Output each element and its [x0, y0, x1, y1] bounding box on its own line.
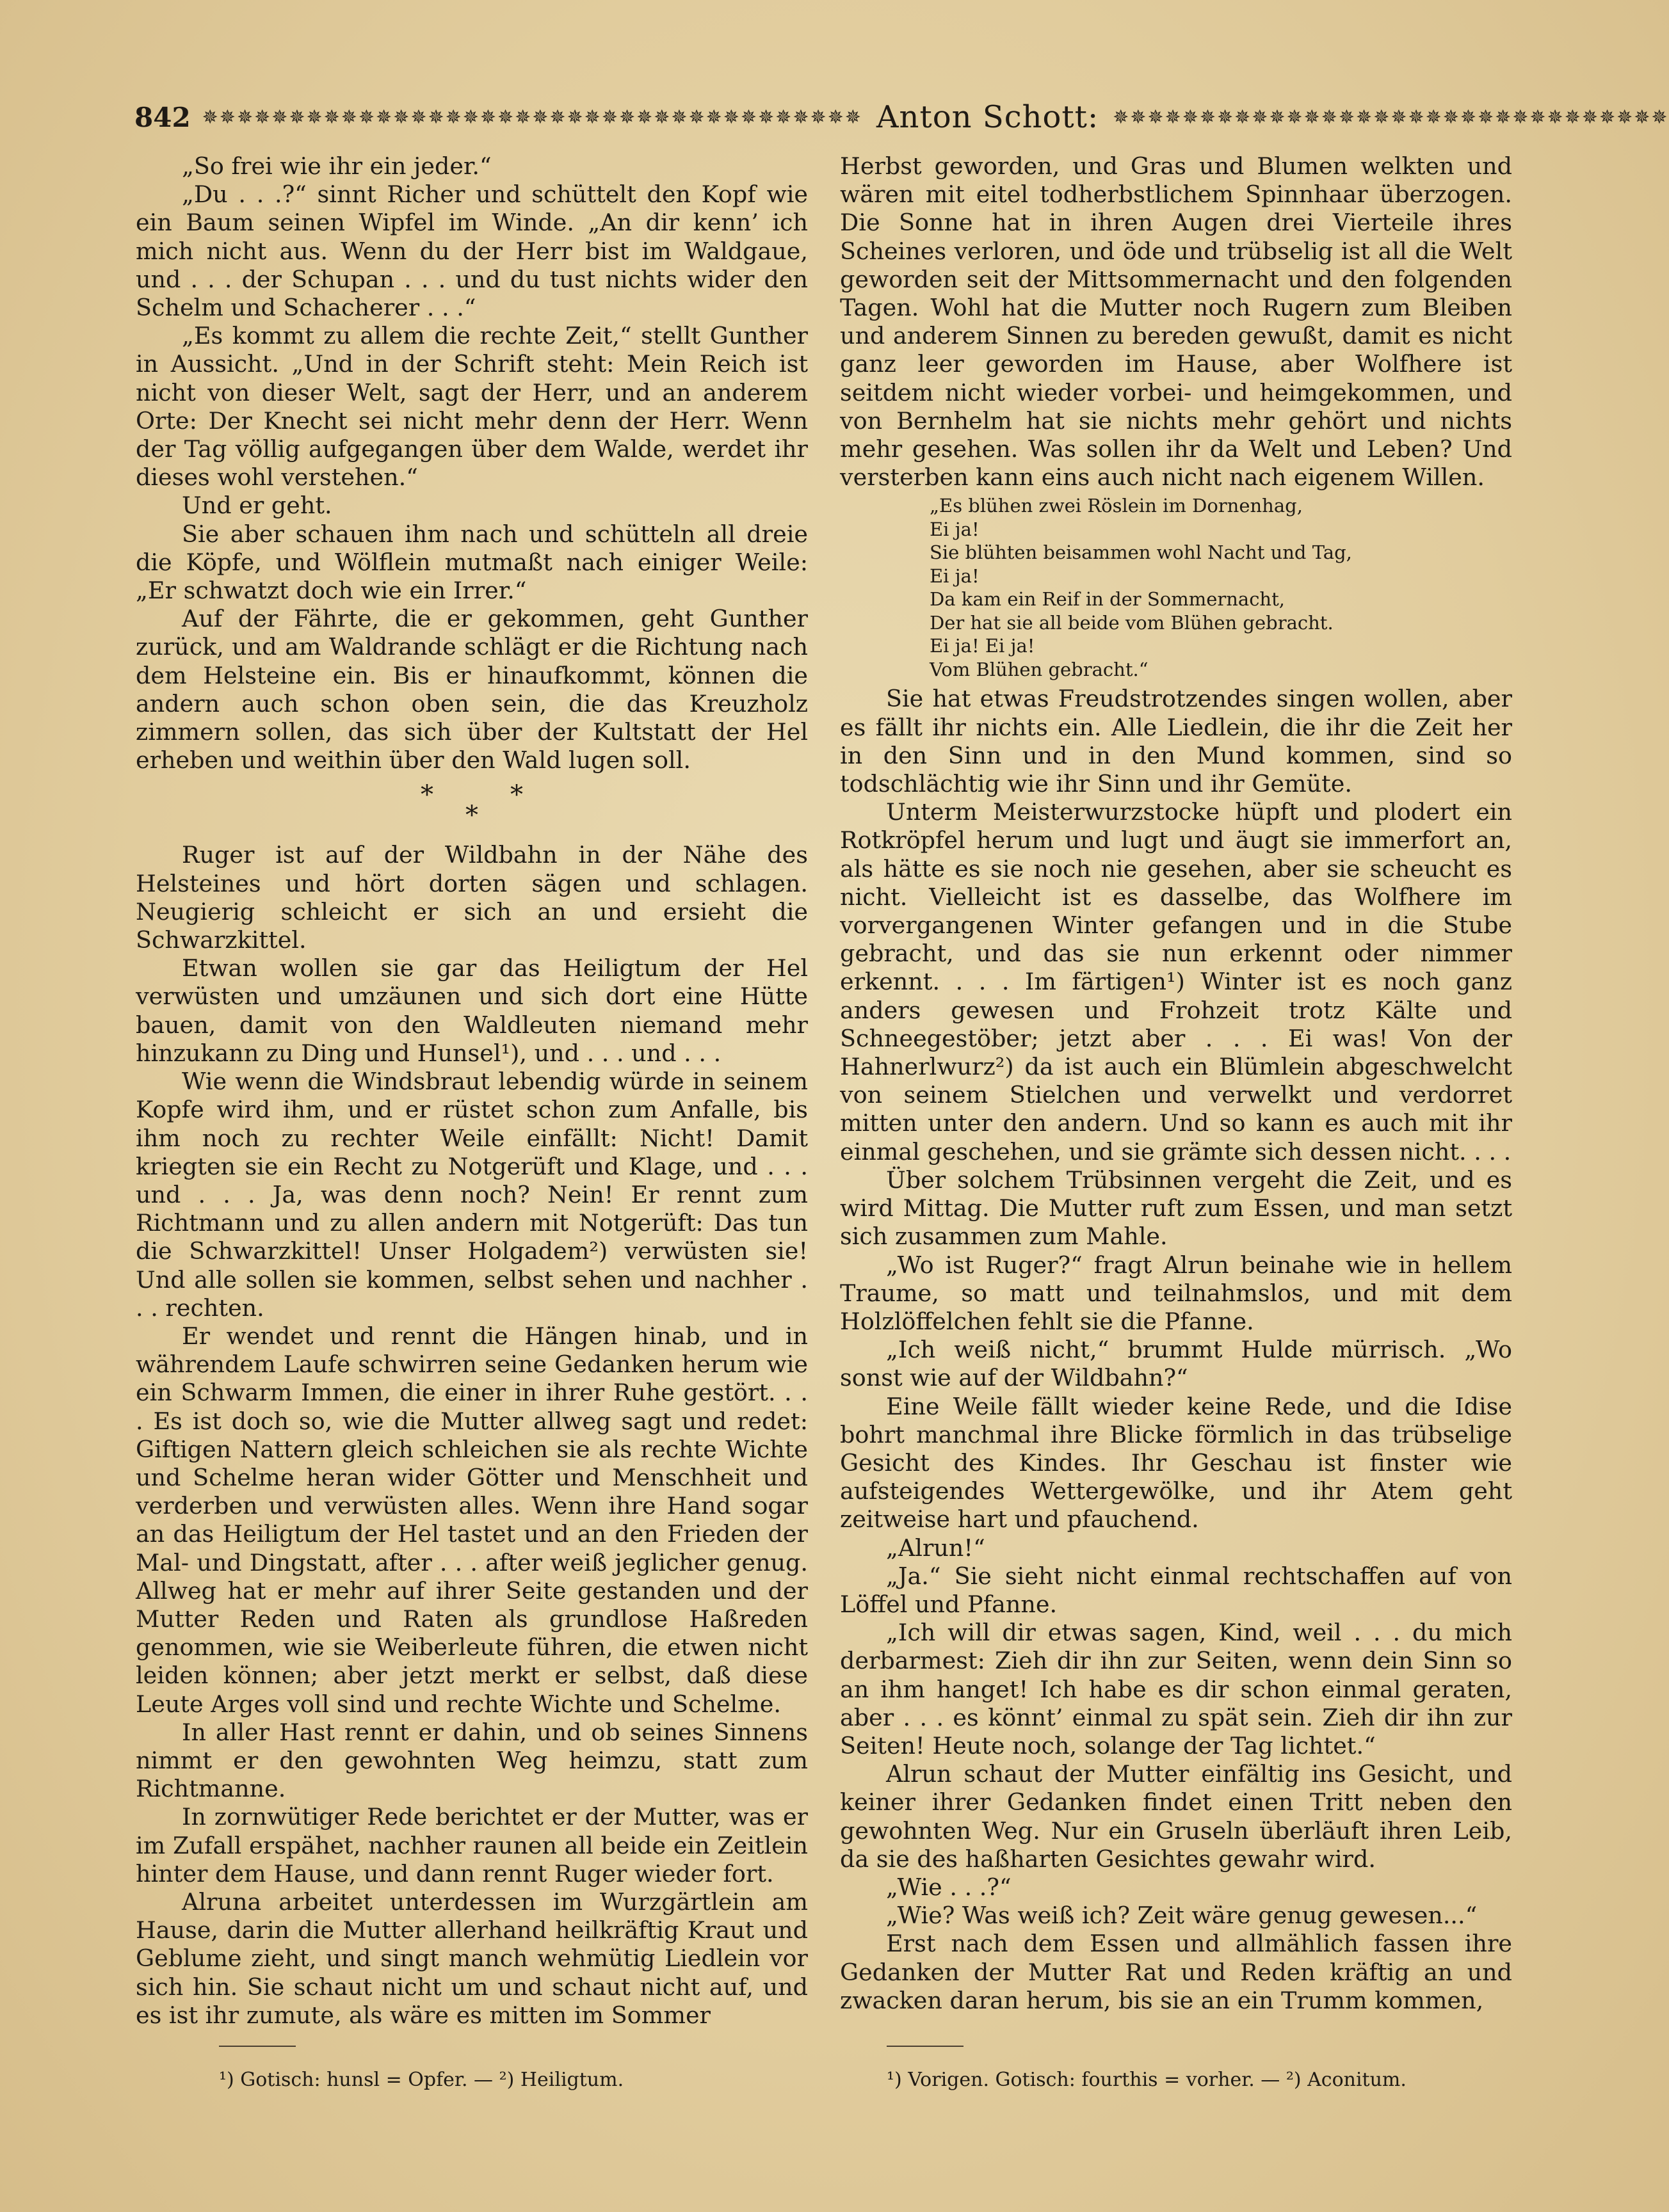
paragraph: „So frei wie ihr ein jeder.“ [182, 152, 492, 180]
left-column-paragraphs [136, 152, 808, 774]
paragraph: Und er geht. [182, 492, 332, 520]
footnote-rule-right [887, 2046, 964, 2047]
paragraph: Sie aber schauen ihm nach und schütteln all dreie die Köpfe, und Wölflein mutmaßt nach einiger Weile: „Er schwatzt doch wie ein Irrer.“ [136, 520, 808, 605]
footnote-rule-left [219, 2046, 296, 2047]
paragraph: Erst nach dem Essen und allmählich fassen ihre Gedanken der Mutter Rat und Reden kräftig an und zwacken daran herum, bis sie an ein Trumm kommen, [840, 1930, 1512, 2014]
verse-line: Ei ja! Ei ja! [930, 635, 1035, 657]
paragraph: Alruna arbeitet unterdessen im Wurzgärtlein am Hause, darin die Mutter allerhand heilkräftig Kraut und Geblume zieht, und singt manch wehmütig Liedlein vor sich hin. Sie schaut nicht um und schaut nicht auf, und es ist ihr zumute, als wäre es mitten im Sommer [136, 1887, 808, 2029]
footnote-left: ¹) Gotisch: hunsl = Opfer. — ²) Heiligtum. [219, 2069, 624, 2091]
verse-line: Sie blühten beisammen wohl Nacht und Tag, [930, 541, 1352, 564]
left-column-paragraphs-after [136, 841, 808, 2030]
section-break-star: * [510, 780, 523, 810]
paragraph: In zornwütiger Rede berichtet er der Mutter, was er im Zufall erspähet, nachher raunen all beide ein Zeitlein hinter dem Hause, und dann rennt Ruger wieder fort. [136, 1803, 808, 1887]
page-number: 842 [134, 101, 191, 133]
verse-line: Ei ja! [930, 565, 980, 587]
verse-line: Da kam ein Reif in der Sommernacht, [930, 588, 1285, 611]
verse-line: Der hat sie all beide vom Blühen gebracht. [930, 611, 1334, 634]
footnote-right: ¹) Vorigen. Gotisch: fourthis = vorher. — ²) Aconitum. [887, 2069, 1407, 2091]
verse-line: Vom Blühen gebracht.“ [930, 658, 1149, 680]
verse-line: Ei ja! [930, 518, 980, 540]
paragraph: Er wendet und rennt die Hängen hinab, und in währendem Laufe schwirren seine Gedanken herum wie ein Schwarm Immen, die einer in ihrer Ruhe gestört. . . . Es ist doch so, wie die Mutter allweg sagt und redet: Giftigen Nattern gleich schleichen sie als rechte Wichte und Schelme heran wider Götter und Menschheit und verderben und verwüsten alles. Wenn ihre Hand sogar an das Heiligtum der Hel tastet und an den Frieden der Mal- und Dingstatt, after . . . after weiß jeglicher genug. Allweg hat er mehr auf ihrer Seite gestanden und der Mutter Reden und Raten als grundlose Haßreden genommen, wie sie Weiberleute führen, die etwen nicht leiden können; aber jetzt merkt er selbst, daß diese Leute Arges voll sind und rechte Wichte und Schelme. [136, 1322, 808, 1718]
paragraph: „Alrun!“ [886, 1534, 985, 1562]
right-column-paragraphs [840, 152, 1512, 492]
paragraph: „Wie? Was weiß ich? Zeit wäre genug gewesen...“ [886, 1902, 1478, 1930]
paragraph: Auf der Fährte, die er gekommen, geht Gunther zurück, und am Waldrande schlägt er die Richtung nach dem Helsteine ein. Bis er hinaufkommt, können die andern auch schon oben sein, die das Kreuzholz zimmern sollen, das sich über der Kultstatt der Hel erheben und weithin über den Wald lugen soll. [136, 605, 808, 774]
right-column [840, 152, 1512, 2015]
left-column [136, 152, 808, 2030]
paragraph: In aller Hast rennt er dahin, und ob seines Sinnens nimmt er den gewohnten Weg heimzu, statt zum Richtmanne. [136, 1718, 808, 1803]
paragraph: „Wo ist Ruger?“ fragt Alrun beinahe wie in hellem Traume, so matt und teilnahmslos, und mit dem Holzlöffelchen fehlt sie die Pfanne. [840, 1251, 1512, 1335]
paragraph: Ruger ist auf der Wildbahn in der Nähe des Helsteines und hört dorten sägen und schlagen. Neugierig schleicht er sich an und ersieht die Schwarzkittel. [136, 841, 808, 954]
paragraph: „Du . . .?“ sinnt Richer und schüttelt den Kopf wie ein Baum seinen Wipfel im Winde. „An dir kenn’ ich mich nicht aus. Wenn du der Herr bist im Waldgaue, und . . . der Schupan . . . und du tust nichts wider den Schelm und Schacherer . . .“ [136, 180, 808, 322]
paragraph: Unterm Meisterwurzstocke hüpft und plodert ein Rotkröpfel herum und lugt und äugt sie immerfort an, als hätte es sie noch nie gesehen, aber sie scheucht es nicht. Vielleicht ist es dasselbe, das Wolfhere im vorvergangenen Winter gefangen und in die Stube gebracht, und das sie nun erkennt oder nimmer erkennt. . . . Im färtigen¹) Winter ist es noch ganz anders gewesen und Frohzeit trotz Kälte und Schneegestöber; jetzt aber . . . Ei was! Von der Hahnerlwurz²) da ist auch ein Blümlein abgeschwelcht von seinem Stielchen und verwelkt und verdorret mitten unter den andern. Und so kann es auch mit ihr einmal geschehen, und sie grämte sich dessen nicht. . . . [840, 798, 1512, 1166]
paragraph: „Ja.“ Sie sieht nicht einmal rechtschaffen auf von Löffel und Pfanne. [840, 1562, 1512, 1618]
paragraph: Sie hat etwas Freudstrotzendes singen wollen, aber es fällt ihr nichts ein. Alle Liedlein, die ihr die Zeit her in den Sinn und in den Mund kommen, sind so todschlächtig wie ihr Sinn und ihr Gemüte. [840, 685, 1512, 798]
section-break [136, 780, 808, 831]
paragraph: Eine Weile fällt wieder keine Rede, und die Idise bohrt manchmal ihre Blicke förmlich in das trübselige Gesicht des Kindes. Ihr Geschau ist finster wie aufsteigendes Wettergewölke, und ihr Atem geht zeitweise hart und pfauchend. [840, 1392, 1512, 1534]
running-head: Anton Schott: [876, 99, 1099, 135]
paragraph: „Ich weiß nicht,“ brummt Hulde mürrisch. „Wo sonst wie auf der Wildbahn?“ [840, 1336, 1512, 1392]
paragraph: Etwan wollen sie gar das Heiligtum der Hel verwüsten und umzäunen und sich dort eine Hütte bauen, damit von den Waldleuten niemand mehr hinzukann zu Ding und Hunsel¹), und . . . und . . . [136, 954, 808, 1067]
paragraph: „Wie . . .?“ [886, 1873, 1012, 1901]
section-break-star: * [465, 801, 478, 831]
verse-line: „Es blühen zwei Röslein im Dornenhag, [930, 495, 1303, 517]
section-break-star: * [421, 780, 433, 810]
song-verse [930, 494, 1512, 681]
paragraph: Wie wenn die Windsbraut lebendig würde in seinem Kopfe wird ihm, und er rüstet schon zum Anfalle, bis ihm noch zu rechter Weile einfällt: Nicht! Damit kriegten sie ein Recht zu Notgerüft und Klage, und . . . und . . . Ja, was denn noch? Nein! Er rennt zum Richtmann und zu allen andern mit Notgerüft: Das tun die Schwarzkittel! Unser Holgadem²) verwüsten sie! Und alle sollen sie kommen, selbst sehen und nachher . . . rechten. [136, 1068, 808, 1322]
paragraph: Alrun schaut der Mutter einfältig ins Gesicht, und keiner ihrer Gedanken findet einen Tritt neben den gewohnten Weg. Nur ein Gruseln überläuft ihren Leib, da sie des haßharten Gesichtes gewahr wird. [840, 1760, 1512, 1873]
paragraph: „Ich will dir etwas sagen, Kind, weil . . . du mich derbarmest: Zieh dir ihn zur Seiten, wenn dein Sinn so an ihm hanget! Ich habe es dir schon einmal geraten, aber . . . es könnt’ einmal zu spät sein. Zieh dir ihn zur Seiten! Heute noch, solange der Tag lichtet.“ [840, 1619, 1512, 1759]
header-ornament-right: ✵✵✵✵✵✵✵✵✵✵✵✵✵✵✵✵✵✵✵✵✵✵✵✵✵✵✵✵✵✵✵✵ [1113, 106, 1669, 129]
paragraph: „Es kommt zu allem die rechte Zeit,“ stellt Gunther in Aussicht. „Und in der Schrift steht: Mein Reich ist nicht von dieser Welt, sagt der Herr, und an anderem Orte: Der Knecht sei nicht mehr denn der Herr. Wenn der Tag völlig aufgegangen über dem Walde, werdet ihr dieses wohl verstehen.“ [136, 322, 808, 492]
page-header [134, 95, 1669, 140]
paragraph: Über solchem Trübsinnen vergeht die Zeit, und es wird Mittag. Die Mutter ruft zum Essen, und man setzt sich zusammen zum Mahle. [840, 1166, 1512, 1251]
header-ornament-left: ✵✵✵✵✵✵✵✵✵✵✵✵✵✵✵✵✵✵✵✵✵✵✵✵✵✵✵✵✵✵✵✵✵✵✵✵✵✵ [202, 106, 862, 129]
paragraph: Herbst geworden, und Gras und Blumen welkten und wären mit eitel todherbstlichem Spinnhaar überzogen. Die Sonne hat in ihren Augen drei Vierteile ihres Scheines verloren, und öde und trübselig ist all die Welt geworden seit der Mittsommernacht und den folgenden Tagen. Wohl hat die Mutter noch Rugern zum Bleiben und anderem Sinnen zu bereden gewußt, damit es nicht ganz leer geworden im Hause, aber Wolfhere ist seitdem nicht wieder vorbei- und heimgekommen, und von Bernhelm hat sie nichts mehr gehört und nichts mehr gesehen. Was sollen ihr da Welt und Leben? Und versterben kann eins auch nicht nach eigenem Willen. [840, 152, 1512, 492]
right-column-paragraphs-after [840, 685, 1512, 2015]
